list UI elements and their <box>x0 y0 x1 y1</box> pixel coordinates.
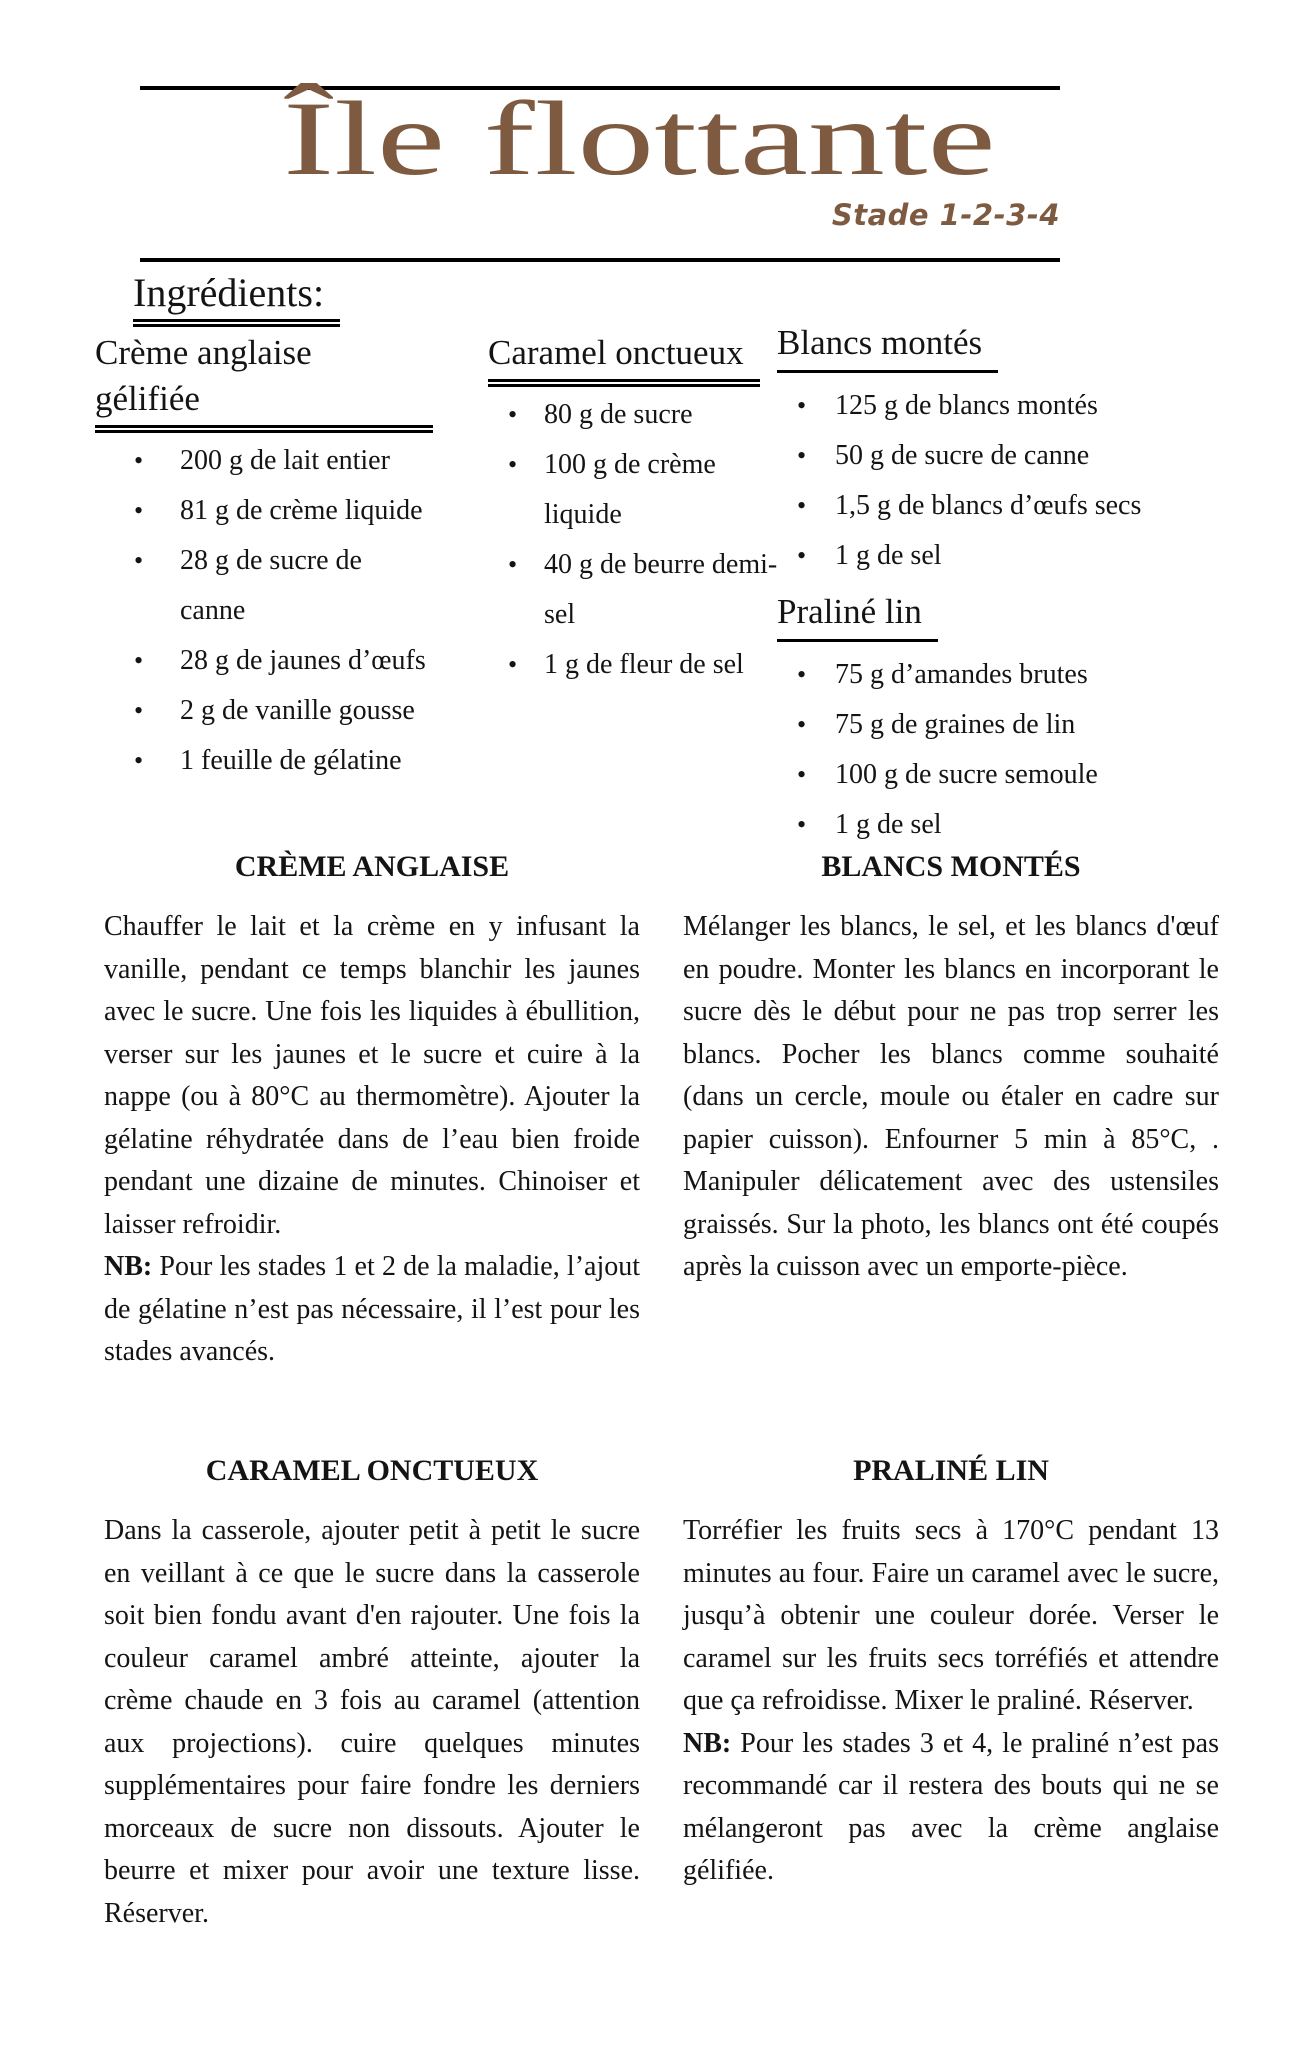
nb-text: Pour les stades 1 et 2 de la maladie, l’ajout de gélatine n’est pas nécessaire, il l’est pour les stades avancés. <box>104 1251 641 1367</box>
group-heading: Praliné lin <box>777 589 1177 642</box>
ingredient-group-blancs-et-praline <box>777 320 1177 850</box>
method-note <box>683 1723 1219 1893</box>
ingredient-item: • 1,5 g de blancs d’œufs secs <box>835 481 1177 531</box>
method-note <box>104 1246 640 1374</box>
method-heading: BLANCS MONTÉS <box>821 850 1081 883</box>
ingredient-group-creme-anglaise <box>95 330 433 786</box>
ingredient-item: • 28 g de jaunes d’œufs <box>180 636 433 686</box>
ingredients-heading <box>133 270 340 322</box>
method-heading: PRALINÉ LIN <box>853 1454 1049 1487</box>
ingredient-group-caramel <box>488 330 788 690</box>
ingredient-item: • 75 g de graines de lin <box>835 700 1177 750</box>
ingredient-item: • 1 g de sel <box>835 531 1177 581</box>
ingredient-item: • 200 g de lait entier <box>180 436 433 486</box>
group-heading: Caramel onctueux <box>488 330 788 382</box>
nb-text: Pour les stades 3 et 4, le praliné n’est pas recommandé car il restera des bouts qui ne se mélangeront pas avec la crème anglaise gélifiée. <box>683 1727 1219 1886</box>
method-heading: CARAMEL ONCTUEUX <box>205 1454 539 1487</box>
ingredient-list <box>488 390 788 690</box>
ingredient-item: • 50 g de sucre de canne <box>835 431 1177 481</box>
ingredient-item: • 125 g de blancs montés <box>835 381 1177 431</box>
method-heading: CRÈME ANGLAISE <box>234 850 510 883</box>
method-section-creme-anglaise <box>104 848 640 1374</box>
group-heading: Blancs montés <box>777 320 1177 373</box>
ingredient-item: • 1 g de fleur de sel <box>544 640 788 690</box>
ingredient-item: • 80 g de sucre <box>544 390 788 440</box>
method-section-caramel-onctueux <box>104 1452 640 1935</box>
ingredient-item: • 100 g de crème liquide <box>544 440 788 540</box>
method-section-blancs-montes <box>683 848 1219 1289</box>
group-heading: Crème anglaise gélifiée <box>95 330 433 428</box>
method-body: Dans la casserole, ajouter petit à petit le sucre en veillant à ce que le sucre dans la casserole soit bien fondu avant d'en rajouter. Une fois la couleur caramel ambré atteinte, ajouter la crème chaude en 3 fois au caramel (attention aux projections). cuire quelques minutes supplémentaires pour faire fondre les derniers morceaux de sucre non dissouts. Ajouter le beurre et mixer pour avoir une texture lisse. Réserver. <box>104 1515 640 1929</box>
ingredient-item: • 40 g de beurre demi-sel <box>544 540 788 640</box>
ingredient-list <box>777 650 1177 850</box>
ingredient-item: • 28 g de sucre de canne <box>180 536 433 636</box>
ingredient-item: • 75 g d’amandes brutes <box>835 650 1177 700</box>
ingredient-list <box>95 436 433 786</box>
ingredient-item: • 1 g de sel <box>835 800 1177 850</box>
stage-subtitle: Stade 1-2-3-4 <box>831 198 1060 232</box>
method-body: Mélanger les blancs, le sel, et les blancs d'œuf en poudre. Monter les blancs en incorporant le sucre dès le début pour ne pas trop serrer les blancs. Pocher les blancs comme souhaité (dans un cercle, moule ou étaler en cadre sur papier cuisson). Enfourner 5 min à 85°C, . Manipuler délicatement avec des ustensiles graissés. Sur la photo, les blancs ont été coupés après la cuisson avec un emporte-pièce. <box>683 911 1219 1282</box>
nb-label: NB: <box>683 1727 732 1759</box>
method-body: Chauffer le lait et la crème en y infusant la vanille, pendant ce temps blanchir les jaunes avec le sucre. Une fois les liquides à ébullition, verser sur les jaunes et le sucre et cuire à la nappe (ou à 80°C au thermomètre). Ajouter la gélatine réhydratée dans de l’eau bien froide pendant une dizaine de minutes. Chinoiser et laisser refroidir. <box>104 911 640 1240</box>
ingredient-item: • 2 g de vanille gousse <box>180 686 433 736</box>
method-body: Torréfier les fruits secs à 170°C pendant 13 minutes au four. Faire un caramel avec le sucre, jusqu’à obtenir une couleur dorée. Verser le caramel sur les fruits secs torréfiés et attendre que ça refroidisse. Mixer le praliné. Réserver. <box>683 1515 1219 1716</box>
ingredient-item: • 100 g de sucre semoule <box>835 750 1177 800</box>
method-section-praline-lin <box>683 1452 1219 1893</box>
ingredient-list <box>777 381 1177 581</box>
nb-label: NB: <box>104 1251 153 1282</box>
page-title: Île flottante <box>283 80 996 197</box>
ingredient-item: • 81 g de crème liquide <box>180 486 433 536</box>
mid-rule <box>140 258 1060 262</box>
ingredient-item: • 1 feuille de gélatine <box>180 736 433 786</box>
ingredients-heading-text: Ingrédients: <box>133 270 340 322</box>
